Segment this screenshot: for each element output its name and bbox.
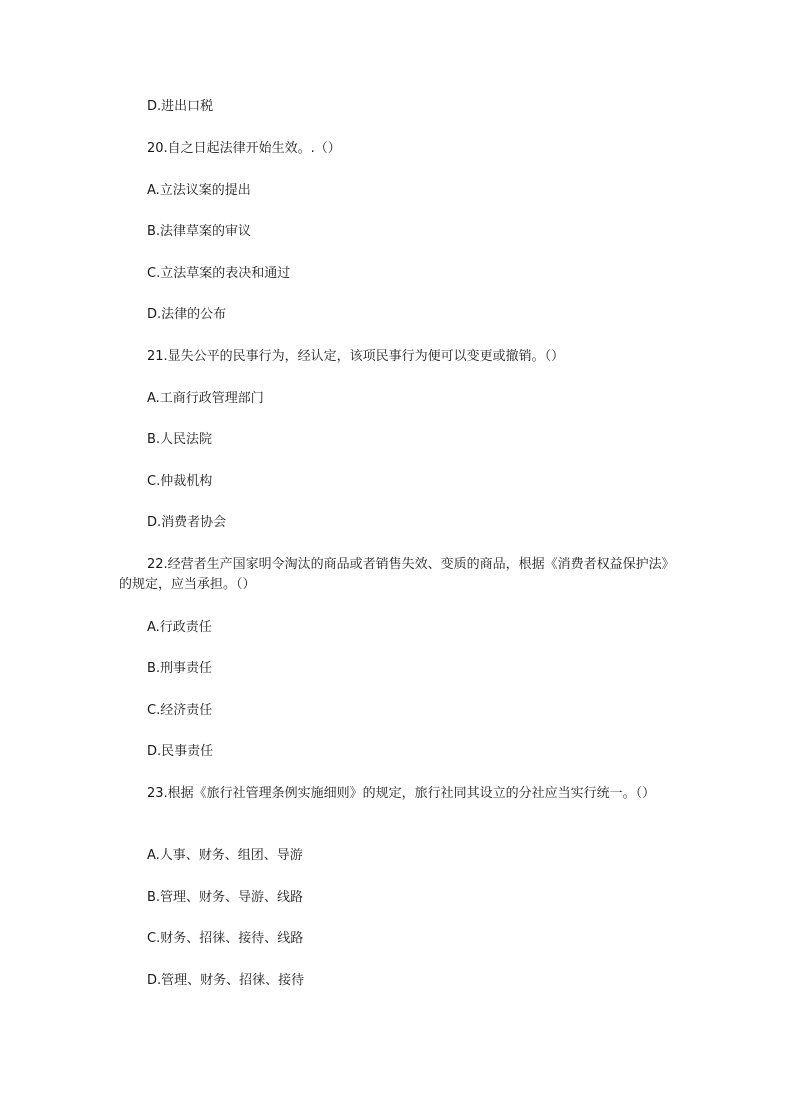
option-d-q21: D.消费者协会 <box>147 515 227 530</box>
option-d-q20: D.法律的公布 <box>147 307 227 322</box>
option-b-q21: B.人民法院 <box>147 432 213 447</box>
option-c-q23: C.财务、招徕、接待、线路 <box>147 931 304 946</box>
question-23: 23.根据《旅行社管理条例实施细则》的规定，旅行社同其设立的分社应当实行统一。（） <box>147 786 656 801</box>
question-20: 20.自之日起法律开始生效。.（） <box>147 141 341 156</box>
option-d-q22: D.民事责任 <box>147 744 214 759</box>
option-b-q20: B.法律草案的审议 <box>147 224 252 239</box>
option-d-q23: D.管理、财务、招徕、接待 <box>147 973 305 988</box>
option-a-q22: A.行政责任 <box>147 620 212 635</box>
option-a-q21: A.工商行政管理部门 <box>147 391 264 406</box>
option-d-q19: D.进出口税 <box>147 99 214 114</box>
option-c-q22: C.经济责任 <box>147 703 213 718</box>
option-b-q23: B.管理、财务、导游、线路 <box>147 890 304 905</box>
question-21: 21.显失公平的民事行为，经认定，该项民事行为便可以变更或撤销。（） <box>147 349 565 364</box>
question-22: 22.经营者生产国家明令淘汰的商品或者销售失效、变质的商品，根据《消费者权益保护法》的规定，应当承担。（） <box>119 557 675 592</box>
option-a-q23: A.人事、财务、组团、导游 <box>147 848 303 863</box>
option-c-q21: C.仲裁机构 <box>147 474 213 489</box>
option-b-q22: B.刑事责任 <box>147 661 213 676</box>
option-c-q20: C.立法草案的表决和通过 <box>147 266 291 281</box>
option-a-q20: A.立法议案的提出 <box>147 183 251 198</box>
